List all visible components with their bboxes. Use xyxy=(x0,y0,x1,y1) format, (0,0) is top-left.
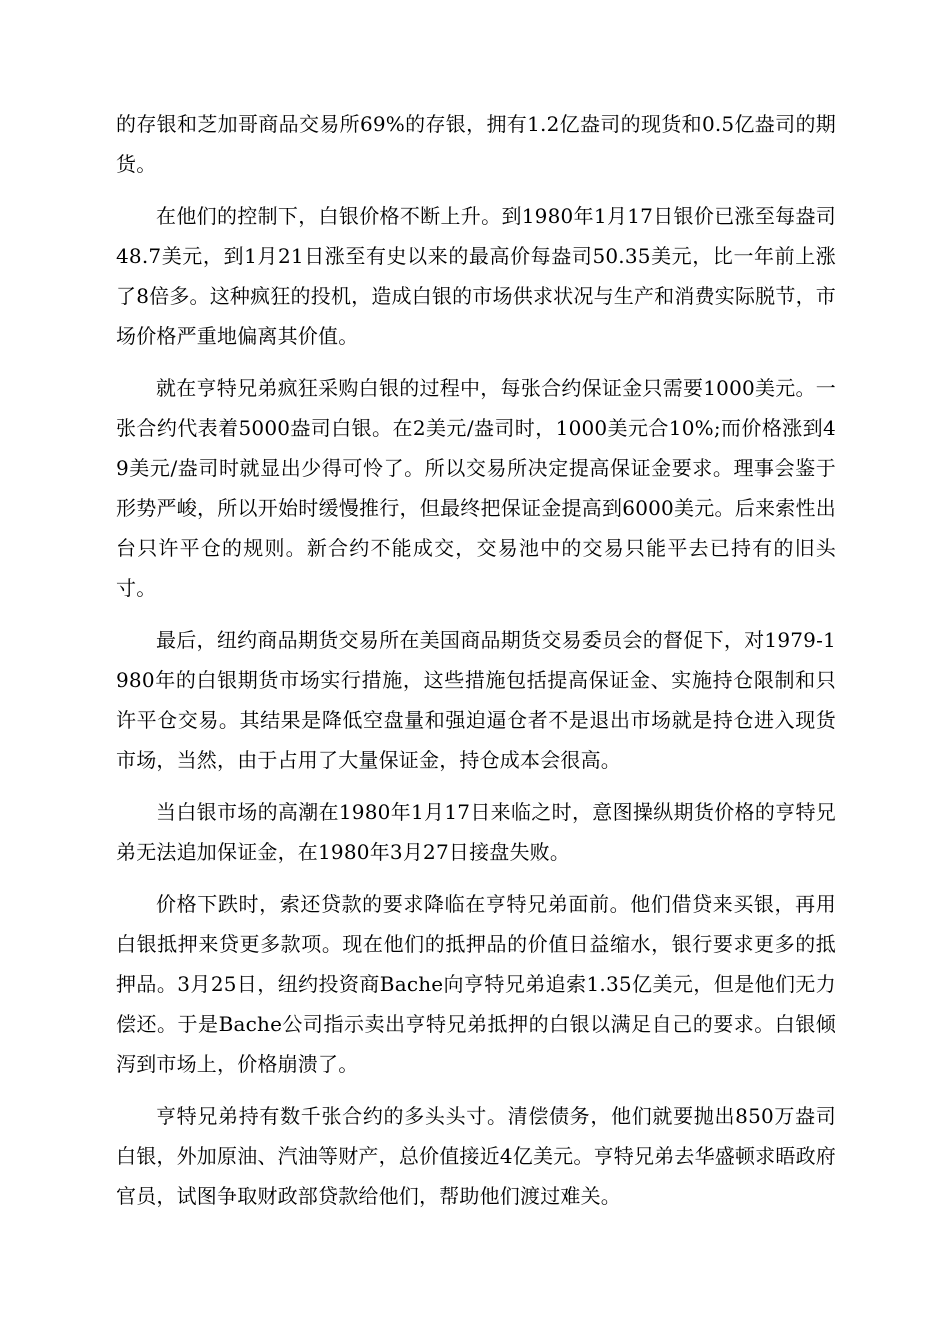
paragraph-7: 亨特兄弟持有数千张合约的多头头寸。清偿债务，他们就要抛出850万盎司白银，外加原油、汽油等财产，总价值接近4亿美元。亨特兄弟去华盛顿求晤政府官员，试图争取财政部贷款给他们，帮助他们渡过难关。 xyxy=(116,1104,836,1208)
document-body xyxy=(116,104,836,1228)
paragraph-6: 价格下跌时，索还贷款的要求降临在亨特兄弟面前。他们借贷来买银，再用白银抵押来贷更多款项。现在他们的抵押品的价值日益缩水，银行要求更多的抵押品。3月25日，纽约投资商Bache向亨特兄弟追索1.35亿美元，但是他们无力偿还。于是Bache公司指示卖出亨特兄弟抵押的白银以满足自己的要求。白银倾泻到市场上，价格崩溃了。 xyxy=(116,892,836,1076)
paragraph-4: 最后，纽约商品期货交易所在美国商品期货交易委员会的督促下，对1979-1980年的白银期货市场实行措施，这些措施包括提高保证金、实施持仓限制和只许平仓交易。其结果是降低空盘量和强迫逼仓者不是退出市场就是持仓进入现货市场，当然，由于占用了大量保证金，持仓成本会很高。 xyxy=(116,628,836,772)
paragraph-1: 的存银和芝加哥商品交易所69%的存银，拥有1.2亿盎司的现货和0.5亿盎司的期货。 xyxy=(116,112,836,176)
paragraph-5: 当白银市场的高潮在1980年1月17日来临之时，意图操纵期货价格的亨特兄弟无法追加保证金，在1980年3月27日接盘失败。 xyxy=(116,800,836,864)
paragraph-2: 在他们的控制下，白银价格不断上升。到1980年1月17日银价已涨至每盎司48.7美元，到1月21日涨至有史以来的最高价每盎司50.35美元，比一年前上涨了8倍多。这种疯狂的投机，造成白银的市场供求状况与生产和消费实际脱节，市场价格严重地偏离其价值。 xyxy=(116,204,836,348)
paragraph-3: 就在亨特兄弟疯狂采购白银的过程中，每张合约保证金只需要1000美元。一张合约代表着5000盎司白银。在2美元/盎司时，1000美元合10%;而价格涨到49美元/盎司时就显出少得可怜了。所以交易所决定提高保证金要求。理事会鉴于形势严峻，所以开始时缓慢推行，但最终把保证金提高到6000美元。后来索性出台只许平仓的规则。新合约不能成交，交易池中的交易只能平去已持有的旧头寸。 xyxy=(116,376,836,600)
